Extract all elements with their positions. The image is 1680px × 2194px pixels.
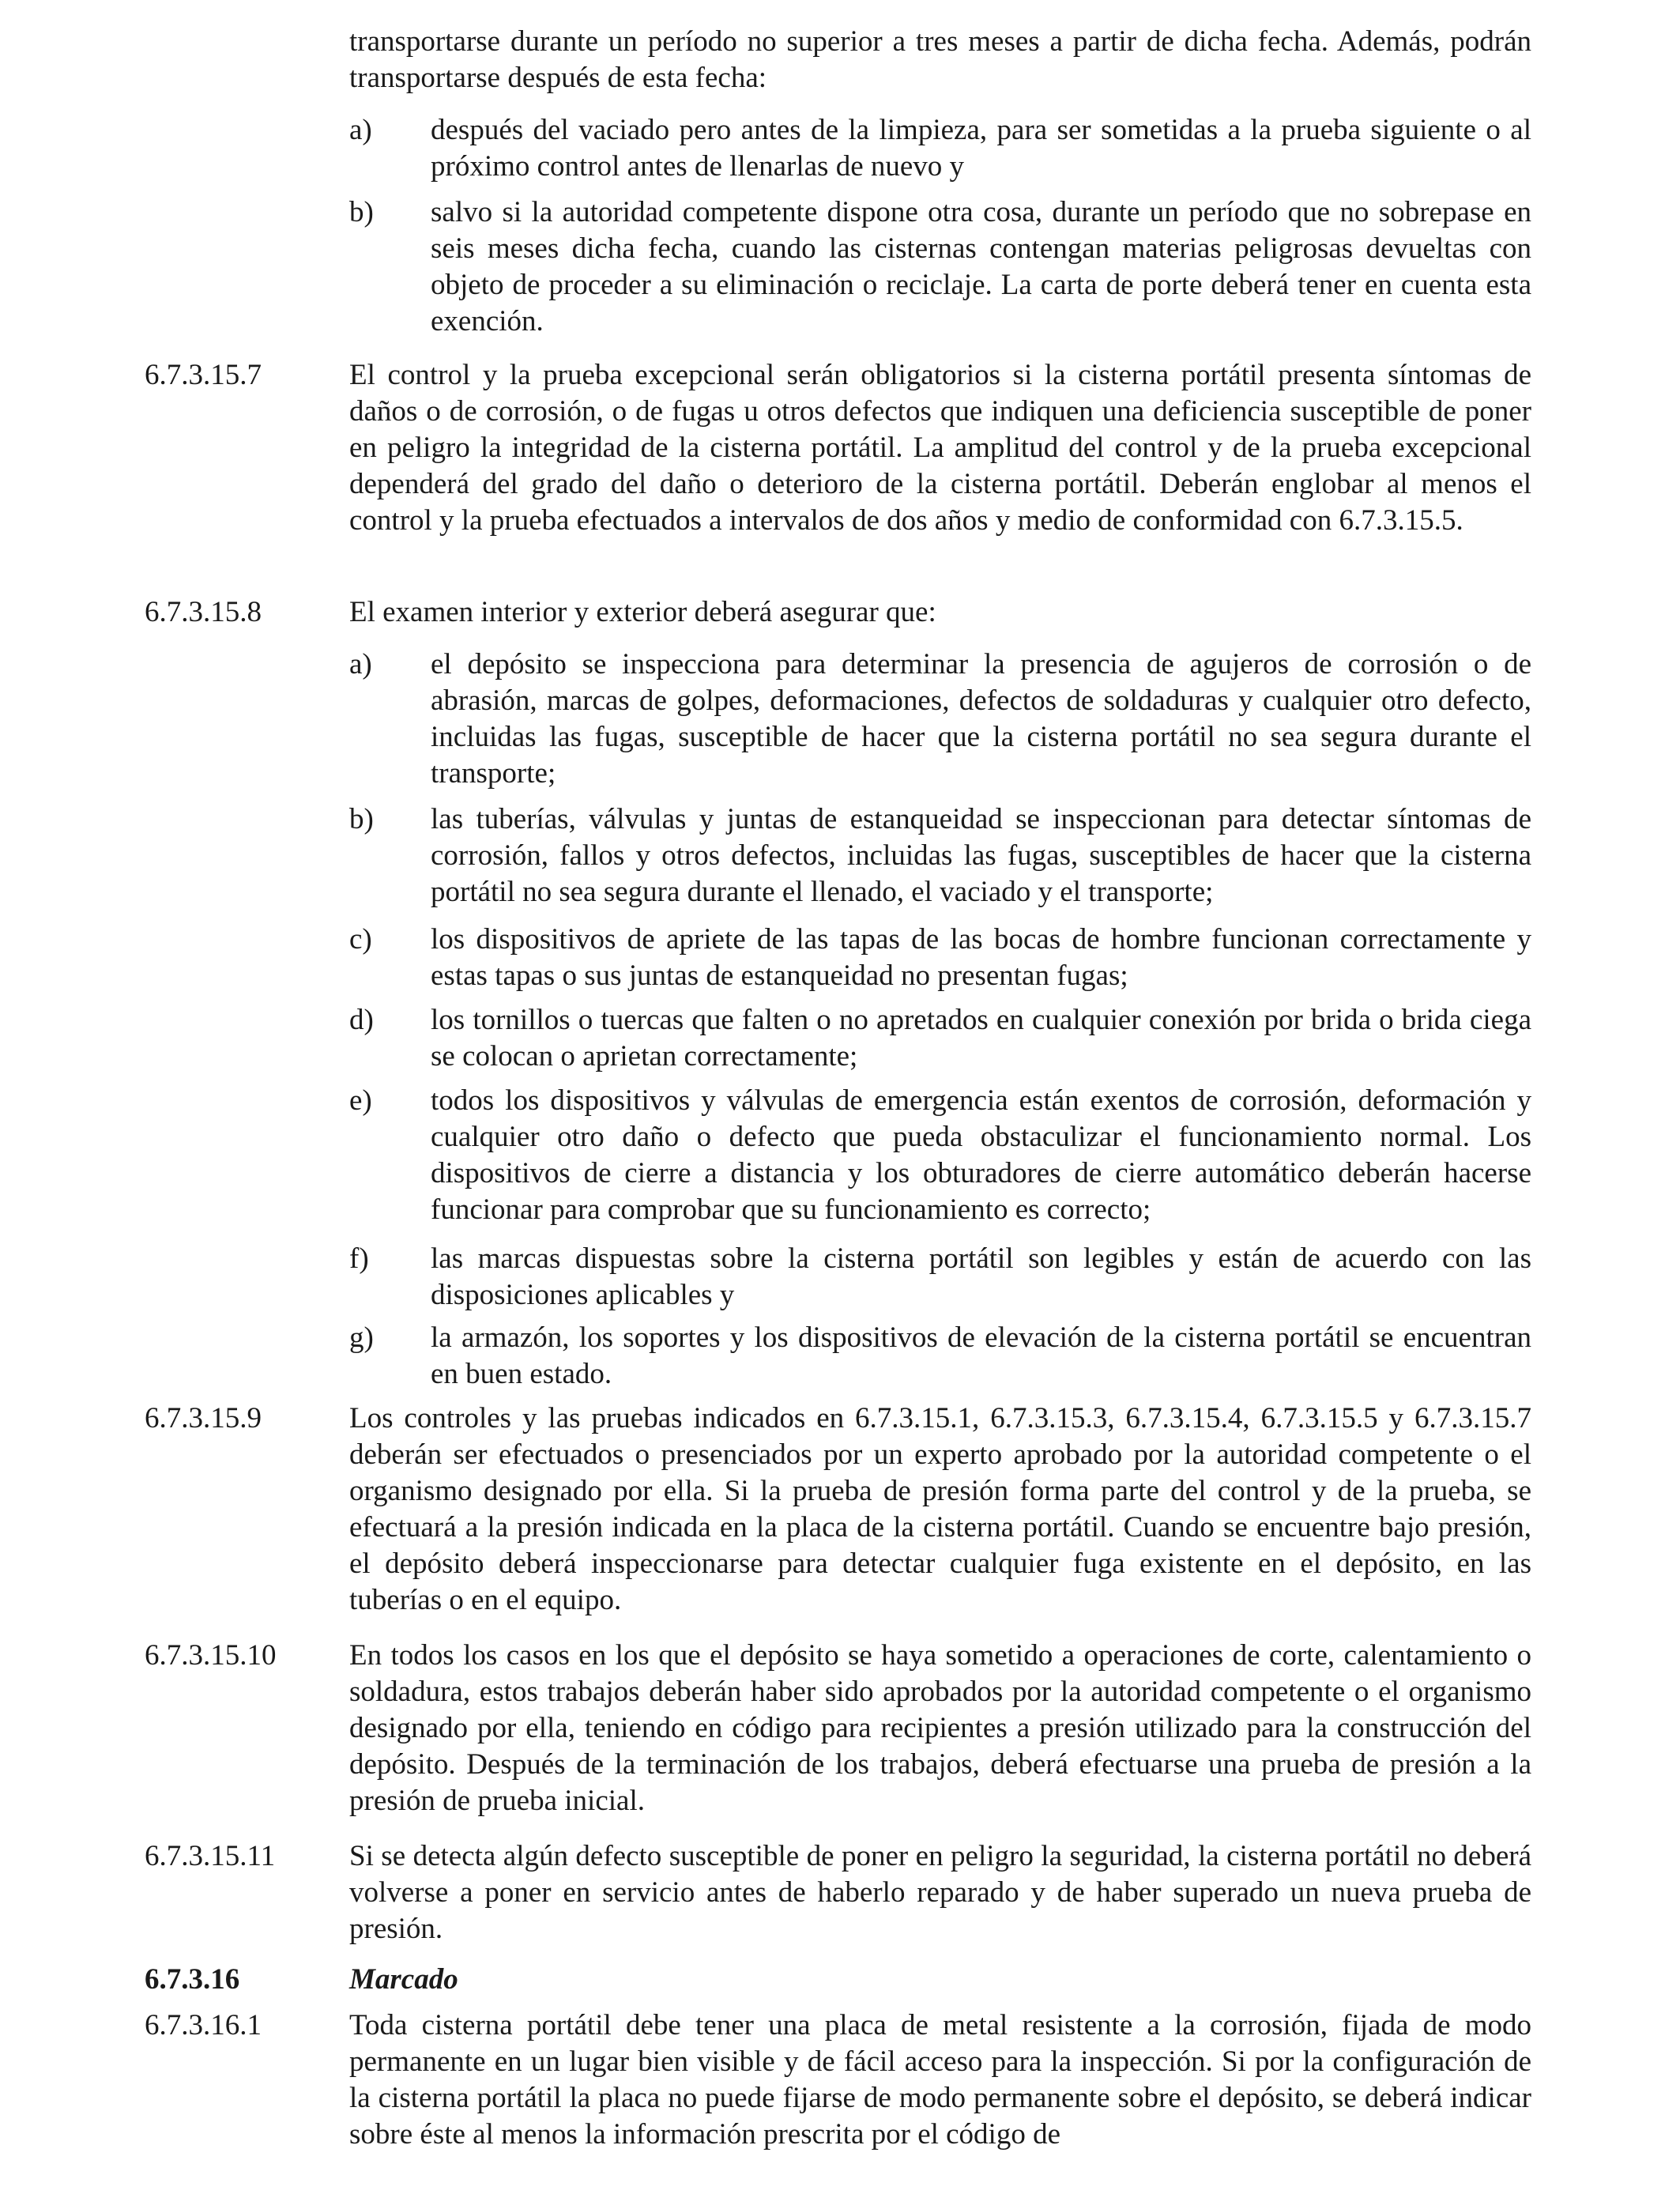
section-text: Los controles y las pruebas indicados en 6.7.3.15.1, 6.7.3.15.3, 6.7.3.15.4, 6.7.3.15.5 y 6.7.3.15.7 deberán ser efectuados o presenciados por un experto aprobado por la autoridad competente o el organismo designado por ella. Si la prueba de presión forma parte del control y de la prueba, se efectuará a la presión indicada en la placa de la cisterna portátil. Cuando se encuentre bajo presión, el depósito deberá inspeccionarse para detectar cualquier fuga existente en el depósito, en las tuberías o en el equipo. [349, 1402, 1531, 1616]
section-heading-number: 6.7.3.16 [145, 1963, 240, 1996]
section-number: 6.7.3.16.1 [145, 2009, 262, 2041]
list-item-text: las tuberías, válvulas y juntas de estanqueidad se inspeccionan para detectar síntomas de corrosión, fallos y otros defectos, incluidas las fugas, susceptibles de hacer que la cisterna portátil no sea segura durante el llenado, el vaciado y el transporte; [431, 803, 1531, 908]
section-number: 6.7.3.15.7 [145, 359, 262, 391]
list-item-label: c) [349, 923, 372, 956]
list-item-label: f) [349, 1242, 369, 1275]
list-item-label: a) [349, 114, 372, 146]
list-item-label: g) [349, 1321, 374, 1354]
section-text: El control y la prueba excepcional serán obligatorios si la cisterna portátil presenta síntomas de daños o de corrosión, o de fugas u otros defectos que indiquen una deficiencia susceptible de poner en peligro la integridad de la cisterna portátil. La amplitud del control y de la prueba excepcional dependerá del grado del daño o deterioro de la cisterna portátil. Deberán englobar al menos el control y la prueba efectuados a intervalos de dos años y medio de conformidad con 6.7.3.15.5. [349, 359, 1531, 537]
list-item-text: los tornillos o tuercas que falten o no apretados en cualquier conexión por brida o brida ciega se colocan o aprietan correctamente; [431, 1004, 1531, 1072]
list-item-text: los dispositivos de apriete de las tapas de las bocas de hombre funcionan correctamente y estas tapas o sus juntas de estanqueidad no presentan fugas; [431, 923, 1531, 992]
section-heading-title: Marcado [349, 1963, 458, 1996]
section-text: En todos los casos en los que el depósito se haya sometido a operaciones de corte, calentamiento o soldadura, estos trabajos deberán haber sido aprobados por la autoridad competente o el organismo designado por ella, teniendo en código para recipientes a presión utilizado para la construcción del depósito. Después de la terminación de los trabajos, deberá efectuarse una prueba de presión a la presión de prueba inicial. [349, 1639, 1531, 1817]
section-text: Si se detecta algún defecto susceptible de poner en peligro la seguridad, la cisterna portátil no deberá volverse a poner en servicio antes de haberlo reparado y de haber superado un nueva prueba de presión. [349, 1840, 1531, 1945]
list-item-text: la armazón, los soportes y los dispositivos de elevación de la cisterna portátil se encuentran en buen estado. [431, 1321, 1531, 1390]
section-text: El examen interior y exterior deberá asegurar que: [349, 596, 936, 628]
list-item-text: después del vaciado pero antes de la limpieza, para ser sometidas a la prueba siguiente o al próximo control antes de llenarlas de nuevo y [431, 114, 1531, 183]
section-text: Toda cisterna portátil debe tener una placa de metal resistente a la corrosión, fijada de modo permanente en un lugar bien visible y de fácil acceso para la inspección. Si por la configuración de la cisterna portátil la placa no puede fijarse de modo permanente sobre el depósito, se deberá indicar sobre éste al menos la información prescrita por el código de [349, 2009, 1531, 2151]
list-item-label: b) [349, 803, 374, 835]
list-item-text: el depósito se inspecciona para determinar la presencia de agujeros de corrosión o de abrasión, marcas de golpes, deformaciones, defectos de soldaduras y cualquier otro defecto, incluidas las fugas, susceptible de hacer que la cisterna portátil no sea segura durante el transporte; [431, 648, 1531, 790]
list-item-text: salvo si la autoridad competente dispone otra cosa, durante un período que no sobrepase en seis meses dicha fecha, cuando las cisternas contengan materias peligrosas devueltas con objeto de proceder a su eliminación o reciclaje. La carta de porte deberá tener en cuenta esta exención. [431, 196, 1531, 337]
intro-paragraph: transportarse durante un período no superior a tres meses a partir de dicha fecha. Además, podrán transportarse después de esta fecha: [349, 25, 1531, 94]
list-item-text: todos los dispositivos y válvulas de emergencia están exentos de corrosión, deformación y cualquier otro daño o defecto que pueda obstaculizar el funcionamiento normal. Los dispositivos de cierre a distancia y los obturadores de cierre automático deberán hacerse funcionar para comprobar que su funcionamiento es correcto; [431, 1084, 1531, 1226]
section-number: 6.7.3.15.8 [145, 596, 262, 628]
list-item-label: b) [349, 196, 374, 228]
list-item-label: e) [349, 1084, 372, 1117]
section-number: 6.7.3.15.9 [145, 1402, 262, 1434]
list-item-label: a) [349, 648, 372, 680]
list-item-label: d) [349, 1004, 374, 1036]
section-number: 6.7.3.15.10 [145, 1639, 277, 1672]
list-item-text: las marcas dispuestas sobre la cisterna portátil son legibles y están de acuerdo con las disposiciones aplicables y [431, 1242, 1531, 1311]
section-number: 6.7.3.15.11 [145, 1840, 276, 1872]
